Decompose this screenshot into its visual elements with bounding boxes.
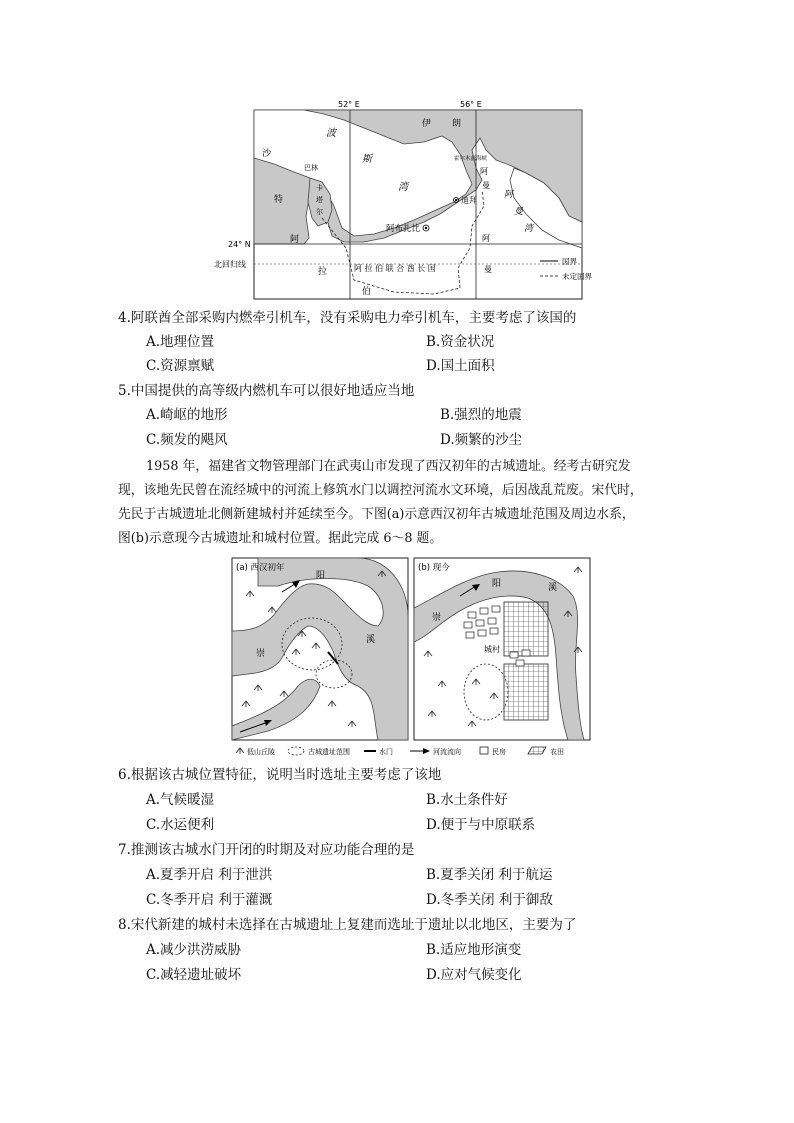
q5-option-b[interactable]: B.强烈的地震 <box>440 407 522 423</box>
q4-option-c[interactable]: C.资源禀赋 <box>146 358 215 374</box>
label-gulf-1: 波 <box>326 128 336 139</box>
farmland-north <box>504 602 548 656</box>
label-gulf-oman-3: 湾 <box>524 224 534 234</box>
q8-option-c[interactable]: C.减轻遗址破坏 <box>146 967 242 983</box>
river-char-a-1: 崇 <box>256 649 266 659</box>
label-qatar-1: 卡 <box>316 184 323 192</box>
label-iran-2: 朗 <box>452 119 462 129</box>
q6-option-c[interactable]: C.水运便利 <box>146 817 215 833</box>
label-qatar-2: 塔 <box>316 196 323 204</box>
label-gulf-3: 湾 <box>398 182 408 193</box>
lon-label-56: 56° E <box>460 100 482 109</box>
label-oman-left-1: 阿 <box>480 167 488 176</box>
q8-option-d[interactable]: D.应对气候变化 <box>426 967 522 983</box>
question-4: 4.阿联酋全部采购内燃牵引机车，没有采购电力牵引机车，主要考虑了该国的 <box>118 310 577 326</box>
label-saudi-5: 伯 <box>362 287 372 297</box>
q6-option-d[interactable]: D.便于与中原联系 <box>426 817 536 833</box>
q7-option-b[interactable]: B.夏季关闭 利于航运 <box>426 867 553 883</box>
passage-line-1: 1958 年，福建省文物管理部门在武夷山市发现了西汉初年的古城遗址。经考古研究发 <box>146 459 631 474</box>
label-qatar-3: 尔 <box>316 208 323 216</box>
q7-option-d[interactable]: D.冬季关闭 利于御敌 <box>426 892 553 908</box>
passage-line-3: 先民于古城遗址北侧新建城村并延续至今。下图(a)示意西汉初年古城遗址范围及周边水系， <box>118 507 635 522</box>
panel-a-title: (a) 西汉初年 <box>236 563 285 573</box>
river-char-b-2: 阳 <box>492 579 502 589</box>
passage-line-2: 现，该地先民曾在流经城中的河流上修筑水门以调控河流水文环境，后因战乱荒废。宋代时， <box>118 483 643 498</box>
tropic-label: 北回归线 <box>214 260 246 269</box>
label-oman-south-1: 阿 <box>482 234 490 243</box>
legend-flow: 河流流向 <box>433 748 461 756</box>
legend-border: 国界 <box>562 257 577 266</box>
label-gulf-oman-2: 曼 <box>514 207 524 217</box>
label-oman-left-2: 曼 <box>482 181 490 190</box>
passage <box>118 455 680 551</box>
q4-option-b[interactable]: B.资金状况 <box>426 334 495 350</box>
river-char-a-2: 阳 <box>316 571 326 581</box>
legend-undefined-border: 未定国界 <box>562 272 592 281</box>
question-7: 7.推测该古城水门开闭的时期及对应功能合理的是 <box>118 842 415 858</box>
label-gulf-oman-1: 阿 <box>504 190 514 200</box>
legend-hills: 低山丘陵 <box>247 748 275 756</box>
label-bahrain: 巴林 <box>304 164 318 172</box>
q5-option-c[interactable]: C.频发的飓风 <box>146 432 228 448</box>
legend-site: 古城遗址范围 <box>308 748 350 756</box>
q5-option-d[interactable]: D.频繁的沙尘 <box>440 432 523 448</box>
label-abudhabi: 阿布扎比 <box>386 224 421 234</box>
label-gulf-2: 斯 <box>362 154 372 165</box>
ancient-city-map <box>228 556 594 760</box>
q6-option-a[interactable]: A.气候暖湿 <box>146 792 215 808</box>
legend-watergate: 水门 <box>379 748 393 756</box>
label-saudi-3: 阿 <box>290 235 300 245</box>
map2-legend <box>236 747 564 756</box>
label-saudi-4: 拉 <box>318 267 328 277</box>
legend-farmland: 农田 <box>550 748 564 756</box>
label-iran-1: 伊 <box>422 119 432 129</box>
farmland-south <box>504 664 548 720</box>
label-dubai: 迪拜 <box>461 196 477 205</box>
q5-option-a[interactable]: A.崎岖的地形 <box>146 407 228 423</box>
passage-line-4: 图(b)示意现今古城遗址和城村位置。据此完成 6～8 题。 <box>118 531 443 546</box>
q7-option-c[interactable]: C.冬季开启 利于灌溉 <box>146 892 273 908</box>
q6-option-b[interactable]: B.水土条件好 <box>426 792 508 808</box>
lat-label-24n: 24° N <box>228 240 251 249</box>
label-uae: 阿 拉 伯 联 合 酋 长 国 <box>354 264 436 273</box>
river-char-b-1: 崇 <box>432 613 442 623</box>
river-char-b-3: 溪 <box>548 583 558 593</box>
question-8: 8.宋代新建的城村未选择在古城遗址上复建而选址于遗址以北地区，主要为了 <box>118 917 577 933</box>
label-saudi-2: 特 <box>274 195 284 205</box>
q8-option-a[interactable]: A.减少洪涝威胁 <box>146 942 242 958</box>
lon-label-52: 52° E <box>338 100 360 109</box>
question-6: 6.根据该古城位置特征，说明当时选址主要考虑了该地 <box>118 767 442 783</box>
q4-option-d[interactable]: D.国土面积 <box>426 358 495 374</box>
label-oman-south-2: 曼 <box>484 265 492 274</box>
panel-b-title: (b) 现今 <box>418 563 450 573</box>
river-char-a-3: 溪 <box>366 635 376 645</box>
q4-option-a[interactable]: A.地理位置 <box>146 334 215 350</box>
uae-map <box>214 98 604 302</box>
label-hormuz: 霍尔木兹海峡 <box>454 156 488 162</box>
q8-option-b[interactable]: B.适应地形演变 <box>426 942 522 958</box>
legend-houses: 民房 <box>492 748 506 756</box>
question-5: 5.中国提供的高等级内燃机车可以很好地适应当地 <box>118 383 415 399</box>
village-label: 城村 <box>484 645 500 654</box>
q7-option-a[interactable]: A.夏季开启 利于泄洪 <box>146 867 273 883</box>
label-saudi-1: 沙 <box>262 149 272 159</box>
